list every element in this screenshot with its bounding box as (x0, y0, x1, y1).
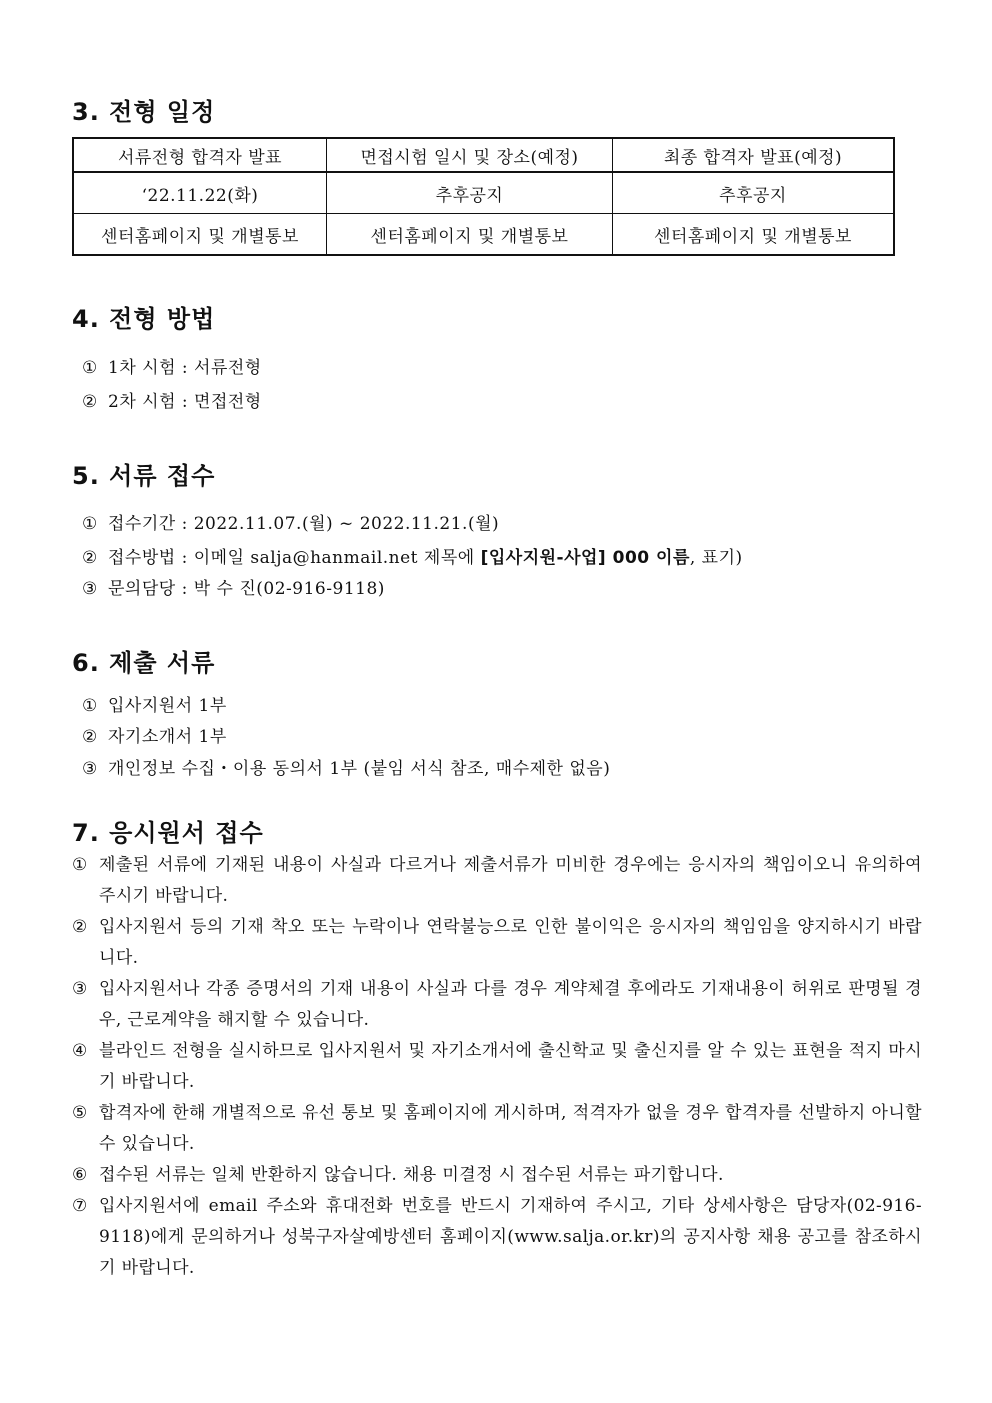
list-marker: ⑦ (72, 1196, 88, 1216)
list-item-text: 접수기간 : 2022.11.07.(월) ~ 2022.11.21.(월) (108, 514, 500, 534)
list-marker: ③ (82, 759, 98, 779)
notes-list (72, 850, 922, 1284)
list-marker: ② (72, 917, 88, 937)
note-text: 블라인드 전형을 실시하므로 입사지원서 및 자기소개서에 출신학교 및 출신지를 알 수 있는 표현을 적지 마시기 바랍니다. (99, 1041, 922, 1092)
table-cell: 추후공지 (613, 172, 895, 214)
list-marker: ④ (72, 1041, 88, 1061)
list-item-text: 접수방법 : 이메일 salja@hanmail.net 제목에 (108, 548, 481, 568)
list-item-text: , 표기) (689, 548, 743, 568)
table-row (73, 172, 894, 214)
list-marker: ② (82, 548, 98, 568)
table-header-cell: 서류전형 합격자 발표 (73, 138, 327, 172)
list-item (82, 509, 499, 534)
list-marker: ③ (82, 579, 98, 599)
section-heading-schedule: 3. 전형 일정 (72, 98, 216, 126)
list-item-text: 개인정보 수집・이용 동의서 1부 (붙임 서식 참조, 매수제한 없음) (108, 759, 611, 779)
list-item (82, 543, 743, 568)
list-item-text: 문의담당 : 박 수 진(02-916-9118) (108, 579, 385, 599)
note-text: 제출된 서류에 기재된 내용이 사실과 다르거나 제출서류가 미비한 경우에는 응시자의 책임이오니 유의하여 주시기 바랍니다. (99, 855, 922, 906)
note-item (72, 1098, 922, 1160)
table-header-cell: 면접시험 일시 및 장소(예정) (327, 138, 613, 172)
table-header-cell: 최종 합격자 발표(예정) (613, 138, 895, 172)
list-item-text: 자기소개서 1부 (108, 727, 227, 747)
list-item (82, 754, 610, 779)
table-cell: ‘22.11.22(화) (73, 172, 327, 214)
list-item (82, 387, 262, 412)
table-cell: 센터홈페이지 및 개별통보 (73, 214, 327, 256)
table-cell: 센터홈페이지 및 개별통보 (613, 214, 895, 256)
list-item-text: 2차 시험 : 면접전형 (108, 392, 262, 412)
note-item (72, 974, 922, 1036)
table-header-row (73, 138, 894, 172)
section-heading-method: 4. 전형 방법 (72, 305, 216, 333)
list-marker: ① (82, 696, 98, 716)
section-heading-receipt: 5. 서류 접수 (72, 462, 216, 490)
section-heading-documents: 6. 제출 서류 (72, 649, 216, 677)
list-item-text: 입사지원서 1부 (108, 696, 227, 716)
list-marker: ⑥ (72, 1165, 88, 1185)
list-marker: ⑤ (72, 1103, 88, 1123)
table-cell: 추후공지 (327, 172, 613, 214)
list-marker: ② (82, 727, 98, 747)
list-marker: ① (82, 514, 98, 534)
list-item (82, 574, 385, 599)
note-text: 입사지원서 등의 기재 착오 또는 누락이나 연락불능으로 인한 불이익은 응시자의 책임임을 양지하시기 바랍니다. (99, 917, 922, 968)
list-marker: ① (72, 855, 88, 875)
note-text: 합격자에 한해 개별적으로 유선 통보 및 홈페이지에 게시하며, 적격자가 없을 경우 합격자를 선발하지 아니할 수 있습니다. (99, 1103, 922, 1154)
list-item (82, 691, 227, 716)
schedule-table (72, 137, 895, 256)
list-item (82, 353, 262, 378)
list-item-text: 1차 시험 : 서류전형 (108, 358, 262, 378)
list-marker: ① (82, 358, 98, 378)
list-marker: ③ (72, 979, 88, 999)
note-text: 접수된 서류는 일체 반환하지 않습니다. 채용 미결정 시 접수된 서류는 파기합니다. (99, 1165, 724, 1185)
note-item (72, 1036, 922, 1098)
note-item (72, 912, 922, 974)
section-heading-application: 7. 응시원서 접수 (72, 819, 264, 847)
note-item (72, 1160, 922, 1191)
note-item (72, 850, 922, 912)
list-item (82, 722, 227, 747)
note-text: 입사지원서에 email 주소와 휴대전화 번호를 반드시 기재하여 주시고, 기타 상세사항은 담당자(02-916-9118)에게 문의하거나 성북구자살예방센터 홈페이지(www.salja.or.kr)의 공지사항 채용 공고를 참조하시기 바랍니다. (99, 1196, 922, 1278)
table-row (73, 214, 894, 256)
note-text: 입사지원서나 각종 증명서의 기재 내용이 사실과 다를 경우 계약체결 후에라도 기재내용이 허위로 판명될 경우, 근로계약을 해지할 수 있습니다. (99, 979, 922, 1030)
note-item (72, 1191, 922, 1284)
list-marker: ② (82, 392, 98, 412)
table-cell: 센터홈페이지 및 개별통보 (327, 214, 613, 256)
email-subject-format: [입사지원-사업] 000 이름 (480, 548, 690, 568)
